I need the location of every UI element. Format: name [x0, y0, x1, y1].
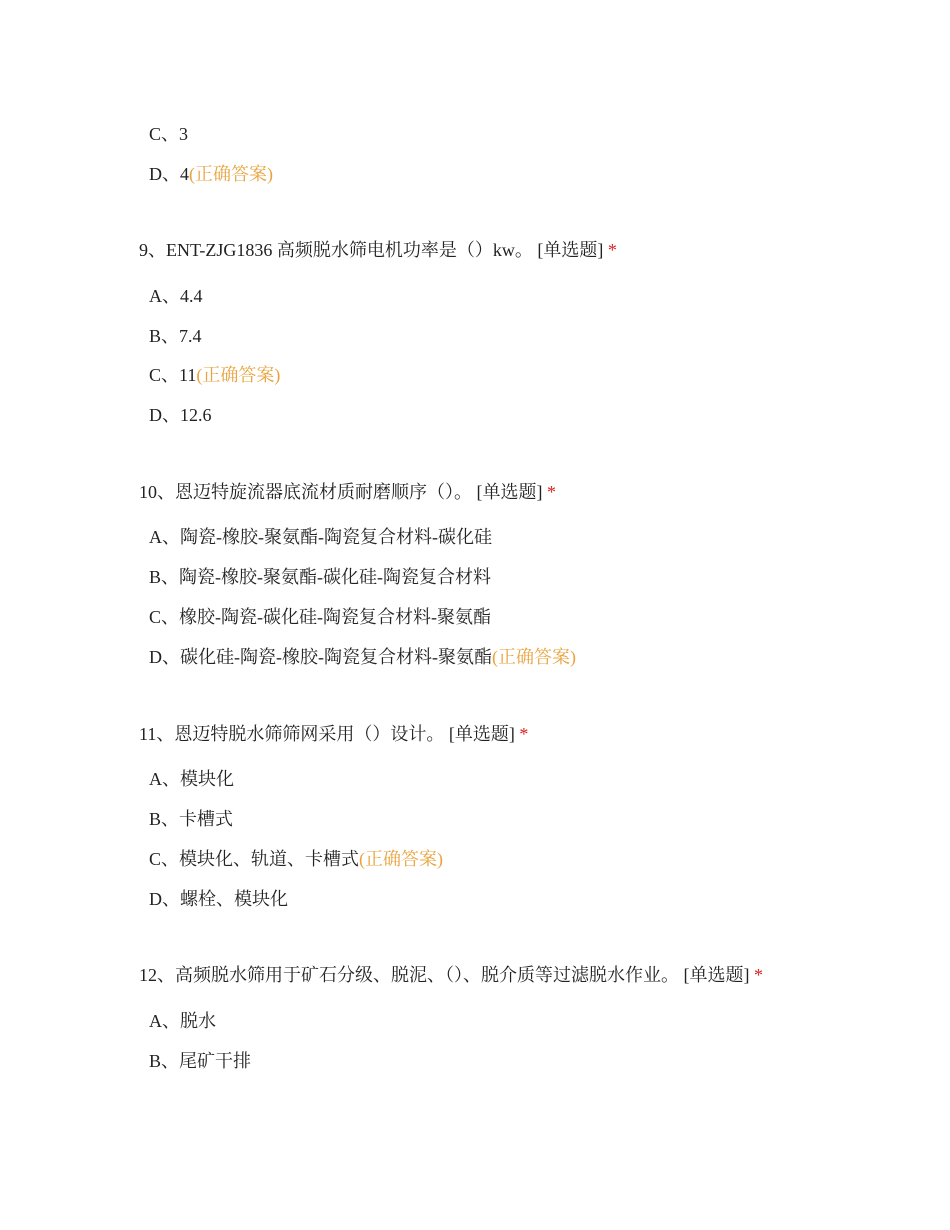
question-text: 9、ENT-ZJG1836 高频脱水筛电机功率是（）kw。 [单选题]: [139, 240, 604, 260]
option-a: [149, 526, 492, 548]
option-c: [149, 364, 280, 386]
correct-answer-tag: (正确答案): [359, 849, 444, 869]
question-title: [139, 723, 528, 745]
option-text: C、3: [149, 124, 189, 144]
option-c: [149, 606, 491, 628]
question-title: [139, 481, 556, 503]
option-text: D、4: [149, 164, 189, 184]
option-b: [149, 1050, 251, 1072]
option-text: C、橡胶-陶瓷-碳化硅-陶瓷复合材料-聚氨酯: [149, 607, 491, 627]
option-text: A、模块化: [149, 769, 234, 789]
question-text: 12、高频脱水筛用于矿石分级、脱泥、（）、脱介质等过滤脱水作业。 [单选题]: [139, 965, 750, 985]
option-d: [149, 646, 576, 668]
option-d: [149, 404, 212, 426]
option-d: [149, 163, 273, 185]
option-text: B、尾矿干排: [149, 1051, 252, 1071]
option-c: [149, 848, 443, 870]
option-text: A、脱水: [149, 1011, 216, 1031]
option-b: [149, 566, 491, 588]
option-text: B、陶瓷-橡胶-聚氨酯-碳化硅-陶瓷复合材料: [149, 567, 491, 587]
option-text: C、模块化、轨道、卡槽式: [149, 849, 360, 869]
option-text: B、7.4: [149, 326, 202, 346]
required-mark: *: [547, 482, 556, 502]
option-text: D、碳化硅-陶瓷-橡胶-陶瓷复合材料-聚氨酯: [149, 647, 492, 667]
option-c: [149, 123, 188, 145]
required-mark: *: [754, 965, 763, 985]
option-a: [149, 768, 234, 790]
option-a: [149, 285, 203, 307]
option-d: [149, 888, 288, 910]
option-text: A、4.4: [149, 286, 203, 306]
correct-answer-tag: (正确答案): [491, 647, 576, 667]
correct-answer-tag: (正确答案): [189, 164, 273, 184]
option-text: D、螺栓、模块化: [149, 889, 288, 909]
option-text: D、12.6: [149, 405, 212, 425]
question-text: 11、恩迈特脱水筛筛网采用（）设计。 [单选题]: [139, 724, 515, 744]
question-text: 10、恩迈特旋流器底流材质耐磨顺序（）。 [单选题]: [139, 482, 543, 502]
option-b: [149, 808, 233, 830]
question-title: [139, 239, 617, 261]
option-text: B、卡槽式: [149, 809, 234, 829]
option-a: [149, 1010, 216, 1032]
option-b: [149, 325, 202, 347]
option-text: A、陶瓷-橡胶-聚氨酯-陶瓷复合材料-碳化硅: [149, 527, 492, 547]
required-mark: *: [607, 240, 617, 260]
required-mark: *: [519, 724, 529, 744]
correct-answer-tag: (正确答案): [196, 365, 281, 385]
question-title: [139, 964, 763, 986]
option-text: C、11: [149, 365, 197, 385]
